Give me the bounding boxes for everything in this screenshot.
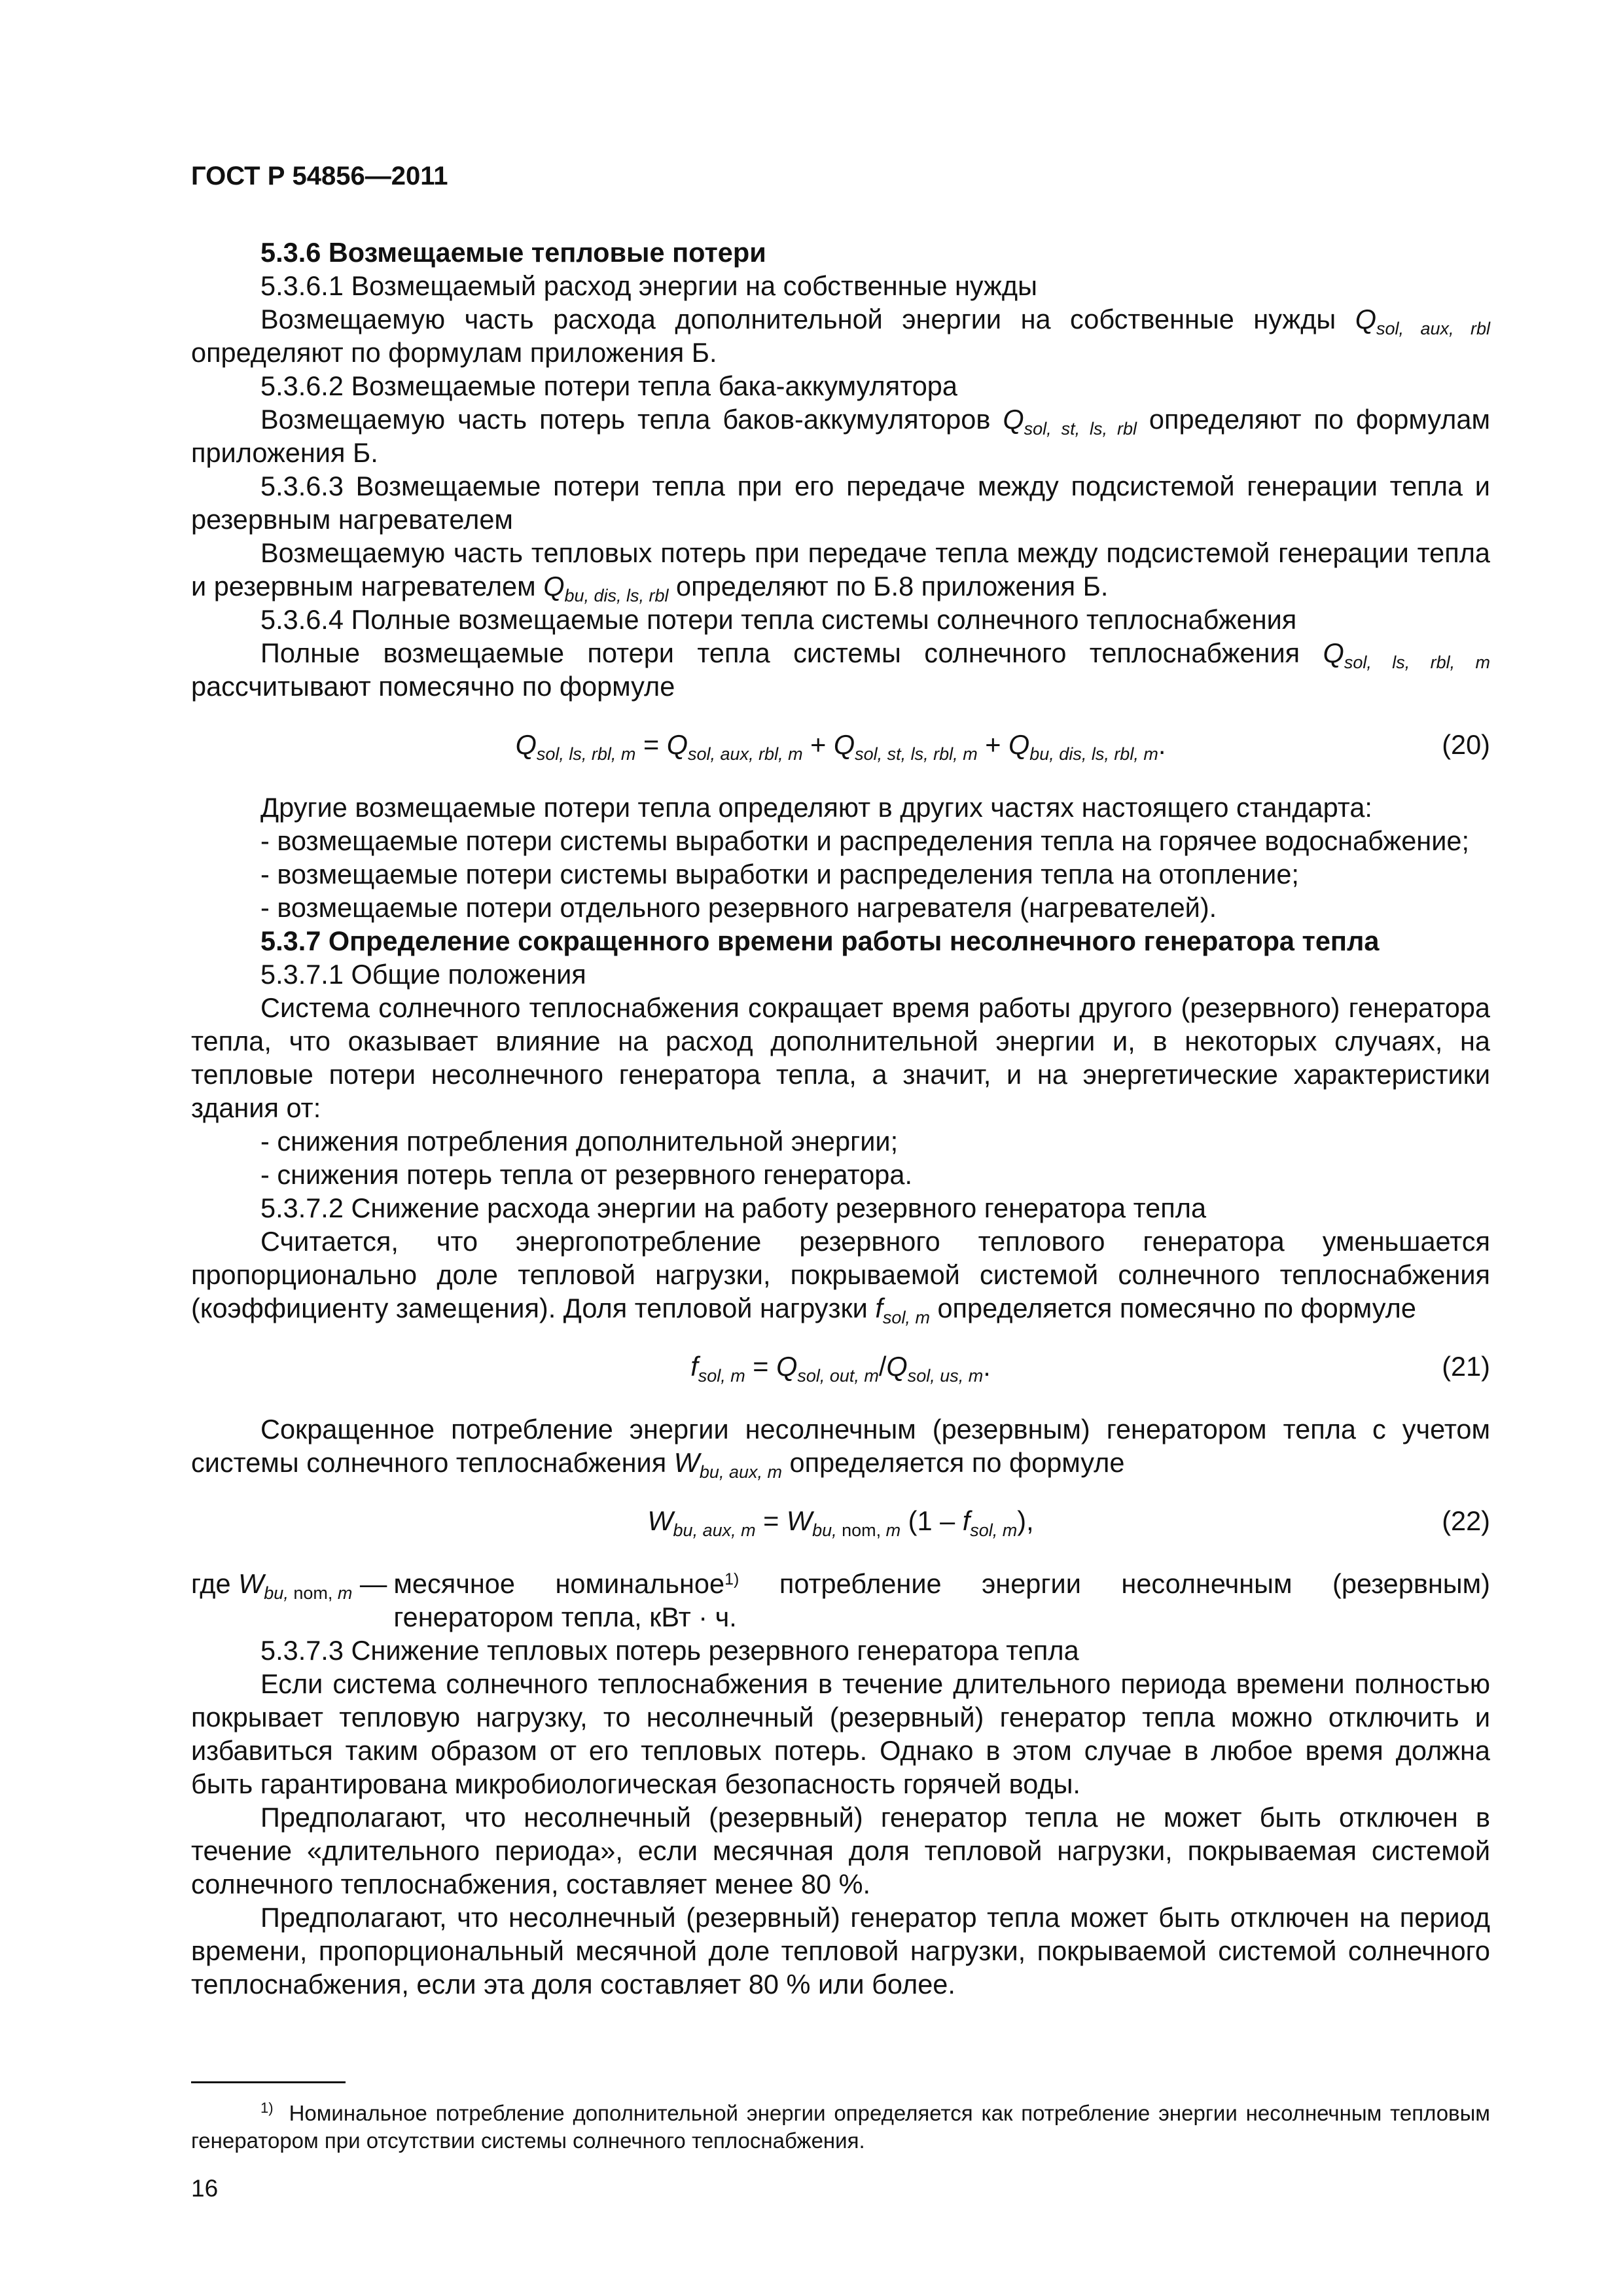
document-header: ГОСТ Р 54856—2011 bbox=[191, 162, 448, 190]
footnote-reference[interactable]: 1) bbox=[724, 1570, 740, 1588]
paragraph: Возмещаемую часть тепловых потерь при передаче тепла между подсистемой генерации тепла и резервным нагревателем $Q_{bu, dis, ls, rbl}$ определяют по Б.8 приложения Б. bbox=[191, 537, 1490, 605]
where-label: где $W_{bu, nom, m}$ — bbox=[191, 1568, 387, 1603]
list-item: - возмещаемые потери отдельного резервного нагревателя (нагревателей). bbox=[260, 892, 1217, 923]
page-content bbox=[191, 236, 1490, 2001]
footnote-text: Номинальное потребление дополнительной энергии определяется как потребление энергии несолнечным тепловым генератором при отсутствии системы солнечного теплоснабжения. bbox=[191, 2101, 1490, 2153]
paragraph: Полные возмещаемые потери тепла системы солнечного теплоснабжения $Q_{sol, ls, rbl, m}$ рассчитывают помесячно по формуле bbox=[191, 637, 1490, 702]
paragraph: Другие возмещаемые потери тепла определяют в других частях настоящего стандарта: bbox=[260, 792, 1372, 823]
subsection-heading-5-3-6-1: 5.3.6.1 Возмещаемый расход энергии на собственные нужды bbox=[260, 270, 1037, 301]
formula-expression: $W_{bu, aux, m} = W_{bu, nom, m}$ $(1 - f_{sol, m})$, bbox=[647, 1505, 1034, 1540]
paragraph: Возмещаемую часть расхода дополнительной энергии на собственные нужды $Q_{sol, aux, rbl}$ определяют по формулам приложения Б. bbox=[191, 304, 1490, 368]
paragraph: Предполагают, что несолнечный (резервный) генератор тепла может быть отключен на период времени, пропорциональный месячной доле тепловой нагрузки, покрываемой системой солнечного теплоснабжения, если эта доля составляет 80 % или более. bbox=[191, 1902, 1490, 2000]
subsection-heading-5-3-6-3: 5.3.6.3 Возмещаемые потери тепла при его передаче между подсистемой генерации тепла и резервным нагревателем bbox=[191, 471, 1490, 535]
section-heading-5-3-6: 5.3.6 Возмещаемые тепловые потери bbox=[260, 237, 766, 268]
formula-number: (22) bbox=[1442, 1505, 1490, 1536]
list-item: - возмещаемые потери системы выработки и распределения тепла на отопление; bbox=[260, 859, 1299, 889]
subsection-heading-5-3-7-2: 5.3.7.2 Снижение расхода энергии на работу резервного генератора тепла bbox=[260, 1193, 1207, 1223]
subsection-heading-5-3-7-1: 5.3.7.1 Общие положения bbox=[260, 959, 586, 990]
variable-explanation bbox=[191, 1567, 1490, 1634]
list-item: - снижения потребления дополнительной энергии; bbox=[260, 1126, 899, 1157]
formula-expression: $Q_{sol, ls, rbl, m} = Q_{sol, aux, rbl, m} + Q_{sol, st, ls, rbl, m} + Q_{bu, dis, ls, rbl, m}$. bbox=[515, 729, 1166, 764]
paragraph: Возмещаемую часть потерь тепла баков-аккумуляторов $Q_{sol, st, ls, rbl}$ определяют по формулам приложения Б. bbox=[191, 404, 1491, 468]
paragraph: Если система солнечного теплоснабжения в течение длительного периода времени полностью покрывает тепловую нагрузку, то несолнечный (резервный) генератор тепла можно отключить и избавиться таким образом от его тепловых потерь. Однако в этом случае в любое время должна быть гарантирована микробиологическая безопасность горячей воды. bbox=[191, 1668, 1490, 1799]
formula-expression: $f_{sol, m} = Q_{sol, out, m}/Q_{sol, us, m}$. bbox=[690, 1351, 991, 1386]
footnote-divider bbox=[191, 2081, 346, 2083]
paragraph: Сокращенное потребление энергии несолнечным (резервным) генератором тепла с учетом системы солнечного теплоснабжения $W_{bu, aux, m}$ определяется по формуле bbox=[191, 1414, 1490, 1482]
subsection-heading-5-3-6-2: 5.3.6.2 Возмещаемые потери тепла бака-аккумулятора bbox=[260, 370, 957, 401]
formula-20 bbox=[191, 728, 1490, 764]
paragraph: Предполагают, что несолнечный (резервный) генератор тепла не может быть отключен в течение «длительного периода», если месячная доля тепловой нагрузки, покрываемая системой солнечного теплоснабжения, составляет менее 80 %. bbox=[191, 1802, 1490, 1899]
footnote-mark: 1) bbox=[260, 2100, 274, 2116]
page-number: 16 bbox=[191, 2175, 219, 2202]
paragraph: Система солнечного теплоснабжения сокращает время работы другого (резервного) генератора тепла, что оказывает влияние на расход дополнительной энергии и, в некоторых случаях, на тепловые потери несолнечного генератора тепла, а значит, и на энергетические характеристики здания от: bbox=[191, 992, 1490, 1123]
list-item: - возмещаемые потери системы выработки и распределения тепла на горячее водоснабжение; bbox=[260, 825, 1470, 856]
footnote bbox=[191, 2100, 1490, 2155]
formula-number: (20) bbox=[1442, 729, 1490, 760]
formula-22 bbox=[191, 1504, 1490, 1540]
paragraph: Считается, что энергопотребление резервного теплового генератора уменьшается пропорционально доле тепловой нагрузки, покрываемой системой солнечного теплоснабжения (коэффициенту замещения). Доля тепловой нагрузки $f_{sol, m}$ определяется помесячно по формуле bbox=[191, 1226, 1490, 1327]
list-item: - снижения потерь тепла от резервного генератора. bbox=[260, 1159, 912, 1190]
subsection-heading-5-3-6-4: 5.3.6.4 Полные возмещаемые потери тепла системы солнечного теплоснабжения bbox=[260, 604, 1297, 635]
formula-21 bbox=[191, 1350, 1490, 1386]
section-heading-5-3-7: 5.3.7 Определение сокращенного времени работы несолнечного генератора тепла bbox=[260, 925, 1380, 956]
where-description: месячное номинальное$^{1)}$ потребление энергии несолнечным (резервным) генератором тепла, кВт · ч. bbox=[393, 1568, 1490, 1632]
formula-number: (21) bbox=[1442, 1351, 1490, 1382]
subsection-heading-5-3-7-3: 5.3.7.3 Снижение тепловых потерь резервного генератора тепла bbox=[260, 1635, 1079, 1666]
